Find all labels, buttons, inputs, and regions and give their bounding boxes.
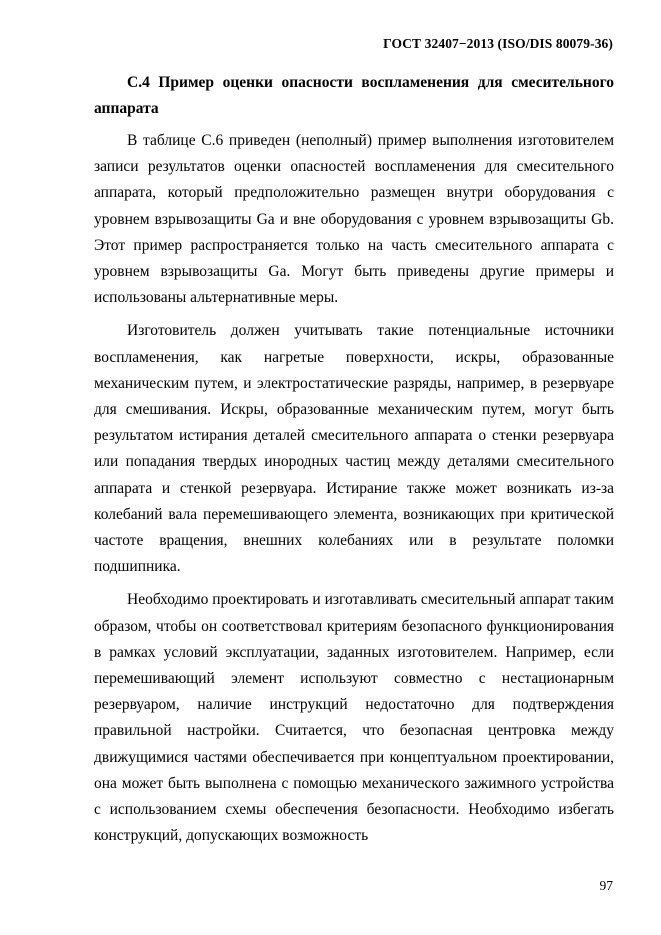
page-body: [94, 70, 614, 856]
paragraph-ignition-sources: Изготовитель должен учитывать такие потенциальные источники воспламенения, как нагретые поверхности, искры, образованные механическим путем, и электростатические разряды, например, в резервуаре для смешивания. Искры, образованные механическим путем, могут быть результатом истирания деталей смесительного аппарата о стенки резервуара или попадания твердых инородных частиц между деталями смесительного аппарата и стенкой резервуара. Истирание также может возникать из-за колебаний вала перемешивающего элемента, возникающих при критической частоте вращения, внешних колебаниях или в результате поломки подшипника.: [94, 322, 614, 576]
document-header: ГОСТ 32407−2013 (ISO/DIS 80079-36): [383, 36, 613, 51]
paragraph-intro: В таблице С.6 приведен (неполный) пример выполнения изготовителем записи результатов оценки опасностей воспламенения для смесительного аппарата, который предположительно размещен внутри оборудования с уровнем взрывозащиты Ga и вне оборудования с уровнем взрывозащиты Gb. Этот пример распространяется только на часть смесительного аппарата с уровнем взрывозащиты Ga. Могут быть приведены другие примеры и использованы альтернативные меры.: [94, 132, 614, 307]
page-number: 97: [599, 878, 613, 893]
paragraph-design-requirements: Необходимо проектировать и изготавливать смесительный аппарат таким образом, чтобы он соответствовал критериям безопасного функционирования в рамках условий эксплуатации, заданных изготовителем. Например, если перемешивающий элемент используют совместно с нестационарным резервуаром, наличие инструкций недостаточно для подтверждения правильной настройки. Считается, что безопасная центровка между движущимися частями обеспечивается при концептуальном проектировании, она может быть выполнена с помощью механического зажимного устройства с использованием схемы обеспечения безопасности. Необходимо избегать конструкций, допускающих возможность: [94, 591, 614, 845]
section-title: С.4 Пример оценки опасности воспламенения для смесительного аппарата: [94, 74, 614, 117]
